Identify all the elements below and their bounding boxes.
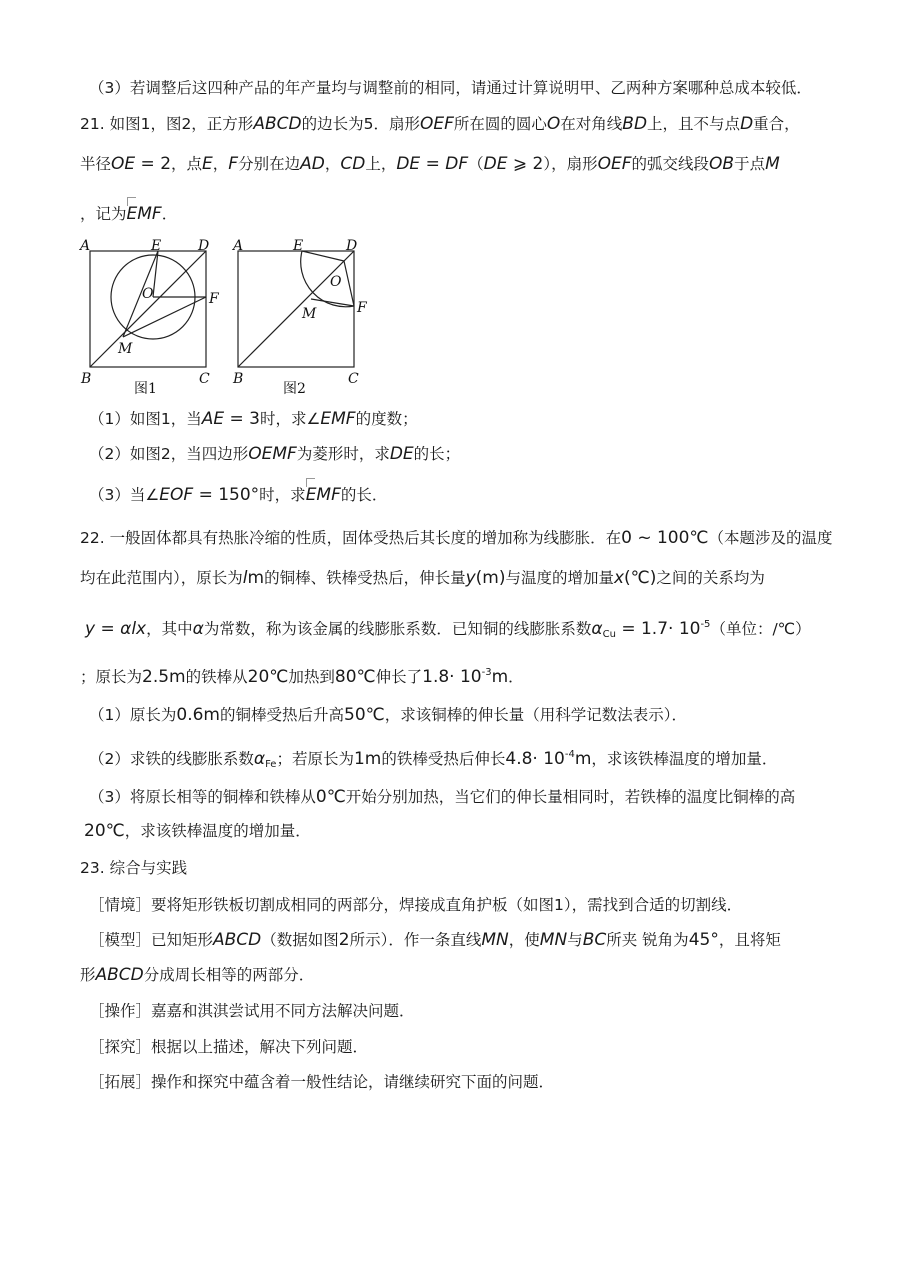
q22-part3-line2: 20℃，求该铁棒温度的增加量． — [84, 821, 311, 841]
label-c-2: C — [348, 371, 359, 387]
caption-fig1: 图1 — [134, 381, 157, 397]
figure-1 — [90, 251, 206, 367]
label-m-1: M — [118, 341, 133, 357]
q22-stem-line3: y = αlx，其中α为常数，称为该金属的线膨胀系数．已知铜的线膨胀系数$\alpha_{Cu} = 1.7\cdot 10^{-5}$（单位：/℃） — [85, 619, 811, 640]
label-m-2: M — [302, 306, 317, 322]
caption-fig2: 图2 — [283, 381, 306, 397]
q23-title: 23. 综合与实践 — [80, 859, 188, 877]
label-b-2: B — [233, 371, 244, 387]
radius-of-2 — [344, 261, 354, 306]
q20-part3: （3）若调整后这四种产品的年产量均与调整前的相同，请通过计算说明甲、乙两种方案哪种总成本较低． — [89, 79, 812, 97]
q23-extend: ［拓展］操作和探究中蕴含着一般性结论，请继续研究下面的问题． — [89, 1073, 555, 1091]
label-d-2: D — [346, 238, 358, 254]
q21-stem-line1: 21. 如图1，图2，正方形ABCD的边长为5．扇形OEF所在圆的圆心O在对角线BD上，且不与点D重合， — [80, 114, 800, 134]
q22-stem-line2: 均在此范围内），原长为lm的铜棒、铁棒受热后，伸长量y(m)与温度的增加量x(℃)之间的关系均为 — [80, 568, 765, 588]
q21-figures — [78, 236, 378, 398]
radius-oe-2 — [302, 251, 344, 261]
label-c-1: C — [199, 371, 210, 387]
label-d-1: D — [198, 238, 210, 254]
q23-model-line1: ［模型］已知矩形ABCD（数据如图2所示）．作一条直线MN，使MN与BC所夹 锐角为45°，且将矩 — [89, 930, 781, 950]
q23-model-line2: 形ABCD分成周长相等的两部分． — [80, 965, 315, 985]
figure-2 — [238, 251, 354, 367]
q22-part3-line1: （3）将原长相等的铜棒和铁棒从0℃开始分别加热，当它们的伸长量相同时，若铁棒的温度比铜棒的高 — [89, 787, 796, 807]
q21-stem-line3: ，记为EMF． — [80, 204, 178, 224]
q23-explore: ［探究］根据以上描述，解决下列问题． — [89, 1038, 369, 1056]
q23-operation: ［操作］嘉嘉和淇淇尝试用不同方法解决问题． — [89, 1002, 415, 1020]
label-f-2: F — [357, 300, 367, 316]
q21-part1: （1）如图1，当AE = 3时，求∠EMF的度数； — [89, 409, 418, 429]
q22-part1: （1）原长为0.6m的铜棒受热后升高50℃，求该铜棒的伸长量（用科学记数法表示）． — [89, 705, 687, 725]
figure-labels — [78, 238, 368, 397]
label-e-2: E — [293, 238, 304, 254]
q23-situation: ［情境］要将矩形铁板切割成相同的两部分，焊接成直角护板（如图1），需找到合适的切割线． — [89, 896, 743, 914]
q22-part2: （2）求铁的线膨胀系数$\alpha_{Fe}$；若原长为1m的铁棒受热后伸长$4.8\cdot 10^{-4}m$，求该铁棒温度的增加量． — [89, 749, 778, 770]
q22-stem-line4: ；原长为2.5m的铁棒从20℃加热到80℃伸长了$1.8\cdot 10^{-3}m$． — [80, 667, 524, 687]
label-e-1: E — [151, 238, 162, 254]
diagonal-bd-2 — [238, 251, 354, 367]
label-o-2: O — [330, 274, 342, 290]
diagonal-bd-1 — [90, 251, 206, 367]
label-o-1: O — [142, 286, 154, 302]
q21-part3: （3）当∠EOF = 150°时，求EMF的长． — [89, 485, 388, 505]
q21-stem-line2: 半径OE = 2，点E，F分别在边AD，CD上，DE = DF（DE ⩾ 2），扇形OEF的弧交线段OB于点M — [80, 154, 780, 174]
label-f-1: F — [209, 291, 219, 307]
chord-mf-1 — [123, 297, 206, 337]
q21-part2: （2）如图2，当四边形OEMF为菱形时，求DE的长； — [89, 444, 461, 464]
label-a-2: A — [233, 238, 244, 254]
label-a-1: A — [80, 238, 91, 254]
q22-stem-line1: 22. 一般固体都具有热胀冷缩的性质，固体受热后其长度的增加称为线膨胀．在0 ~ 100℃（本题涉及的温度 — [80, 528, 833, 548]
label-b-1: B — [81, 371, 92, 387]
